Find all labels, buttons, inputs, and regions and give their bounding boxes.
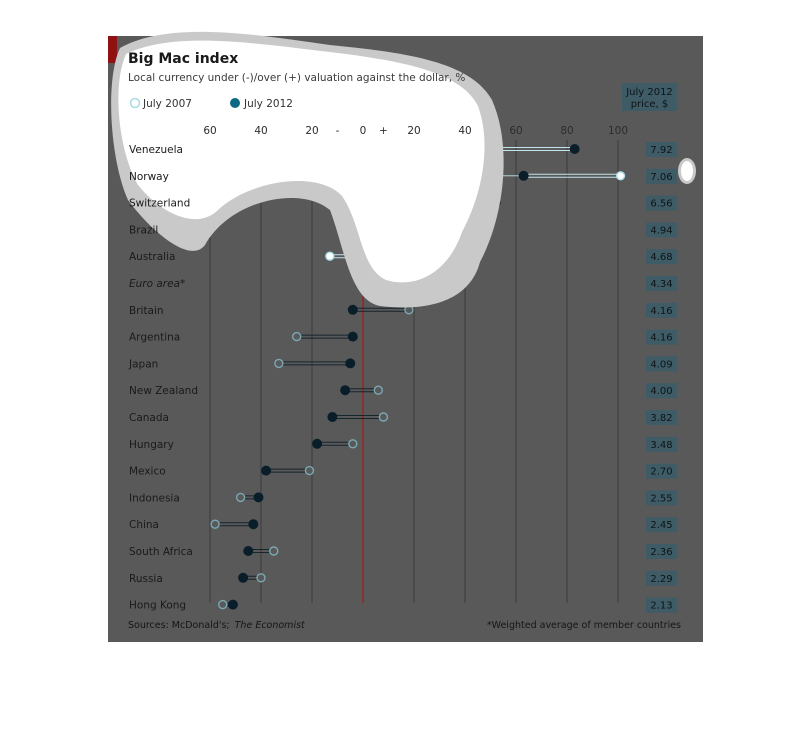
price-label-7: 4.16 xyxy=(650,332,673,344)
x-tick-label-2: 20 xyxy=(305,125,319,137)
x-tick-label-0: 60 xyxy=(203,125,217,137)
price-label-16: 2.29 xyxy=(650,573,673,585)
x-tick-label-1: 40 xyxy=(254,125,268,137)
accent-bar xyxy=(108,36,117,63)
country-label-1: Norway xyxy=(129,170,169,183)
x-tick-label-7: 40 xyxy=(458,125,472,137)
legend-2007-label: July 2007 xyxy=(143,98,192,110)
price-label-3: 4.94 xyxy=(650,225,673,237)
dot-2012-15 xyxy=(243,546,253,556)
price-label-4: 4.68 xyxy=(650,252,673,264)
country-label-0: Venezuela xyxy=(129,144,183,156)
price-header-line2: price, $ xyxy=(630,99,669,110)
price-label-15: 2.36 xyxy=(650,547,673,558)
dot-2012-0 xyxy=(570,144,580,154)
dot-2007-13 xyxy=(237,493,245,501)
country-label-4: Australia xyxy=(129,251,176,264)
country-label-3: Brazil xyxy=(129,224,159,237)
dot-2012-14 xyxy=(248,519,258,529)
dot-2012-6 xyxy=(348,305,358,315)
dot-2007-7 xyxy=(293,333,301,341)
price-label-12: 2.70 xyxy=(650,466,673,478)
dot-2012-17 xyxy=(228,600,238,610)
dot-2007-14 xyxy=(211,520,219,528)
country-label-5: Euro area* xyxy=(129,278,186,290)
dot-2007-8 xyxy=(275,359,283,367)
dot-2012-12 xyxy=(261,466,271,476)
country-label-11: Hungary xyxy=(129,438,174,451)
legend-2007-marker xyxy=(131,99,140,108)
dot-2012-8 xyxy=(345,358,355,368)
price-header-line1: July 2012 xyxy=(626,87,673,98)
price-label-6: 4.16 xyxy=(650,305,673,317)
dot-2012-13 xyxy=(253,492,263,502)
dot-2007-9 xyxy=(374,386,382,394)
country-label-9: New Zealand xyxy=(129,385,198,398)
dot-2007-4 xyxy=(326,252,334,260)
dot-2007-17 xyxy=(219,601,227,609)
dot-2007-10 xyxy=(379,413,387,421)
x-tick-label-8: 60 xyxy=(509,125,523,137)
x-tick-label-5: + xyxy=(378,125,388,137)
chart-subtitle: Local currency under (-)/over (+) valuation against the dollar, % xyxy=(128,72,466,84)
dot-2007-11 xyxy=(349,440,357,448)
price-label-1: 7.06 xyxy=(650,171,673,183)
price-label-8: 4.09 xyxy=(650,359,673,371)
price-label-2: 6.56 xyxy=(650,198,673,210)
country-label-7: Argentina xyxy=(129,331,181,344)
country-label-17: Hong Kong xyxy=(129,599,187,612)
country-label-10: Canada xyxy=(129,412,169,424)
x-tick-label-10: 100 xyxy=(607,125,629,137)
dot-2012-9 xyxy=(340,385,350,395)
chart-title: Big Mac index xyxy=(128,51,239,67)
country-label-13: Indonesia xyxy=(129,492,180,505)
x-tick-label-6: 20 xyxy=(407,125,421,137)
price-label-14: 2.45 xyxy=(650,520,673,532)
country-label-8: Japan xyxy=(129,358,159,371)
price-label-0: 7.92 xyxy=(650,145,673,156)
x-tick-label-4: 0 xyxy=(359,125,367,137)
dot-2012-10 xyxy=(327,412,337,422)
price-label-5: 4.34 xyxy=(650,279,673,290)
x-tick-label-9: 80 xyxy=(560,125,574,137)
dot-2007-12 xyxy=(305,467,313,475)
sources-note xyxy=(128,620,306,631)
country-label-12: Mexico xyxy=(129,465,166,478)
country-label-6: Britain xyxy=(129,304,164,317)
dot-2012-11 xyxy=(312,439,322,449)
price-label-10: 3.82 xyxy=(650,413,673,424)
country-label-2: Switzerland xyxy=(129,197,191,210)
sources-italic: The Economist xyxy=(234,620,305,631)
country-label-14: China xyxy=(129,519,159,532)
x-tick-label-3: - xyxy=(335,125,340,137)
price-label-11: 3.48 xyxy=(650,439,673,451)
footnote: *Weighted average of member countries xyxy=(486,620,681,631)
dot-2012-7 xyxy=(348,332,358,342)
price-label-9: 4.00 xyxy=(650,386,673,398)
dot-2007-15 xyxy=(270,547,278,555)
blob-spot-inner xyxy=(681,161,693,181)
legend-2012-label: July 2012 xyxy=(244,98,293,110)
dot-2012-1 xyxy=(519,171,529,181)
legend-2012-marker xyxy=(230,98,240,108)
price-label-13: 2.55 xyxy=(650,493,673,505)
dot-2007-16 xyxy=(257,574,265,582)
dot-2007-1 xyxy=(617,172,625,180)
country-label-16: Russia xyxy=(129,572,163,585)
country-label-15: South Africa xyxy=(129,546,193,558)
price-label-17: 2.13 xyxy=(650,600,673,612)
sources-text: Sources: McDonald's; xyxy=(128,620,230,631)
dot-2012-16 xyxy=(238,573,248,583)
